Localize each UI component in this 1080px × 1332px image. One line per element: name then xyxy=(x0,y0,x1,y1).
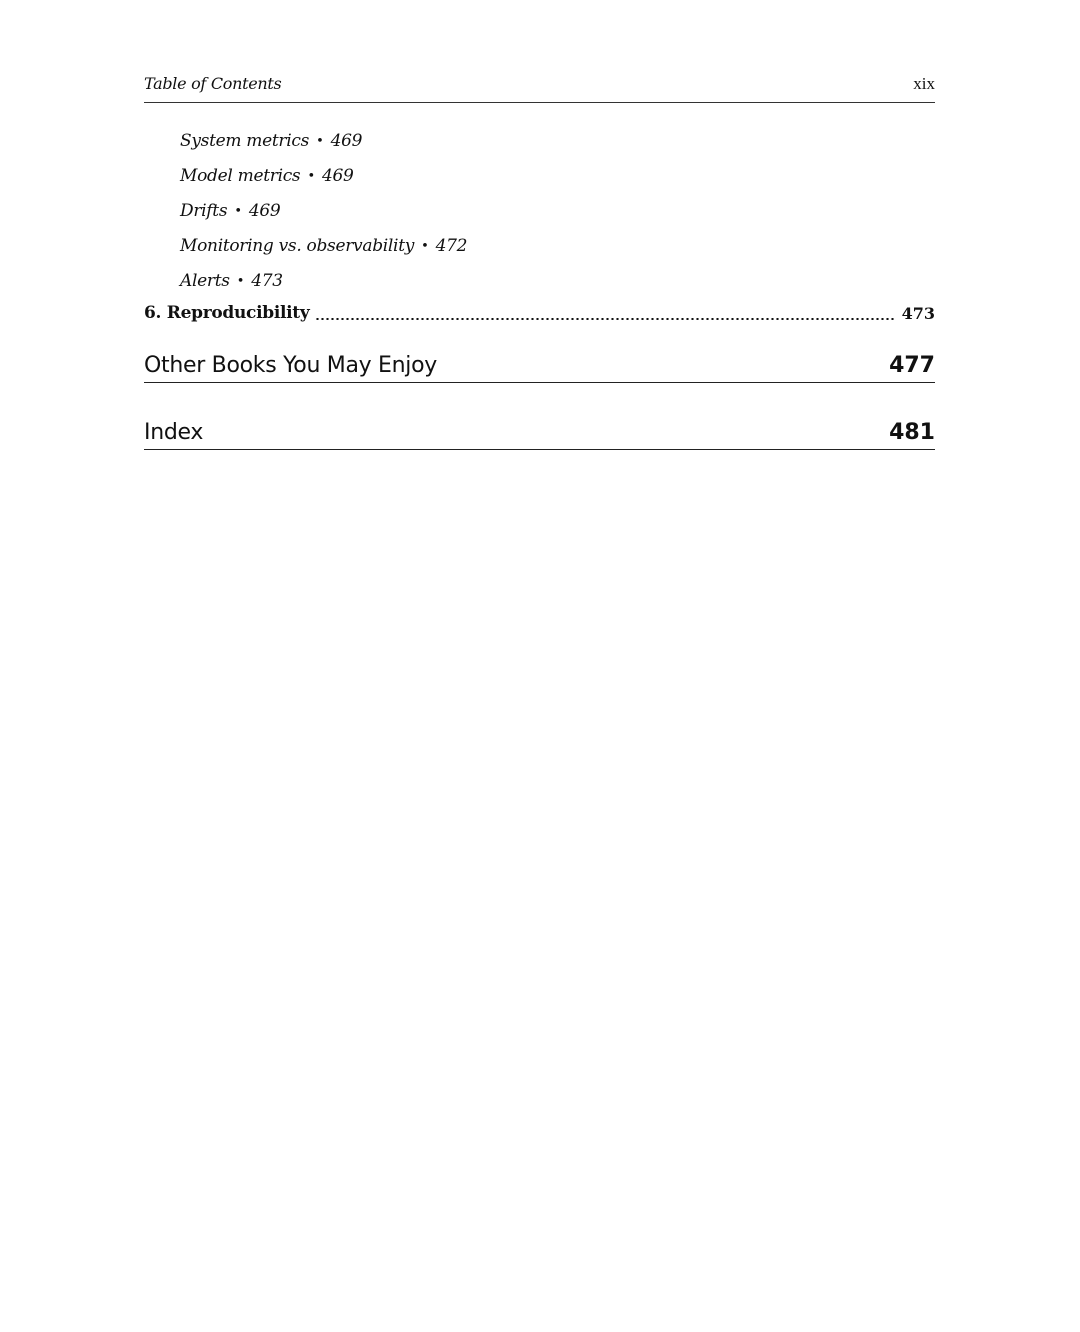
toc-subsection-entry[interactable] xyxy=(180,124,920,159)
bullet-separator: • xyxy=(236,274,245,289)
toc-chapter-page: 477 xyxy=(889,353,935,378)
subsection-list xyxy=(180,124,920,299)
toc-section-title: 6. Reproducibility xyxy=(144,303,310,323)
toc-subsection-entry[interactable] xyxy=(180,264,920,299)
toc-subsection-page: 469 xyxy=(330,131,363,151)
toc-subsection-title: Model metrics xyxy=(180,166,301,186)
toc-subsection-page: 472 xyxy=(435,236,468,256)
toc-subsection-entry[interactable] xyxy=(180,229,920,264)
toc-chapter-title: Other Books You May Enjoy xyxy=(144,353,437,378)
running-header-page-number: xix xyxy=(913,74,935,93)
bullet-separator: • xyxy=(421,239,429,254)
toc-subsection-entry[interactable] xyxy=(180,159,920,194)
running-header-title: Table of Contents xyxy=(144,74,282,93)
dot-leader xyxy=(315,318,893,320)
toc-subsection-page: 469 xyxy=(248,201,281,221)
toc-subsection-title: System metrics xyxy=(180,131,310,151)
toc-chapter-entry[interactable] xyxy=(144,415,935,450)
toc-chapter-entry[interactable] xyxy=(144,348,935,383)
toc-section-entry[interactable] xyxy=(144,298,935,328)
toc-section-page: 473 xyxy=(901,303,935,323)
toc-subsection-page: 473 xyxy=(251,271,283,291)
toc-subsection-page: 469 xyxy=(321,166,354,186)
toc-subsection-entry[interactable] xyxy=(180,194,920,229)
bullet-separator: • xyxy=(316,134,324,149)
toc-subsection-title: Monitoring vs. observability xyxy=(180,236,415,256)
bullet-separator: • xyxy=(234,204,242,219)
toc-subsection-title: Drifts xyxy=(180,201,228,221)
toc-chapter-page: 481 xyxy=(889,420,935,445)
running-header xyxy=(144,72,935,103)
toc-chapter-title: Index xyxy=(144,420,204,445)
toc-subsection-title: Alerts xyxy=(180,271,230,291)
bullet-separator: • xyxy=(307,169,315,184)
